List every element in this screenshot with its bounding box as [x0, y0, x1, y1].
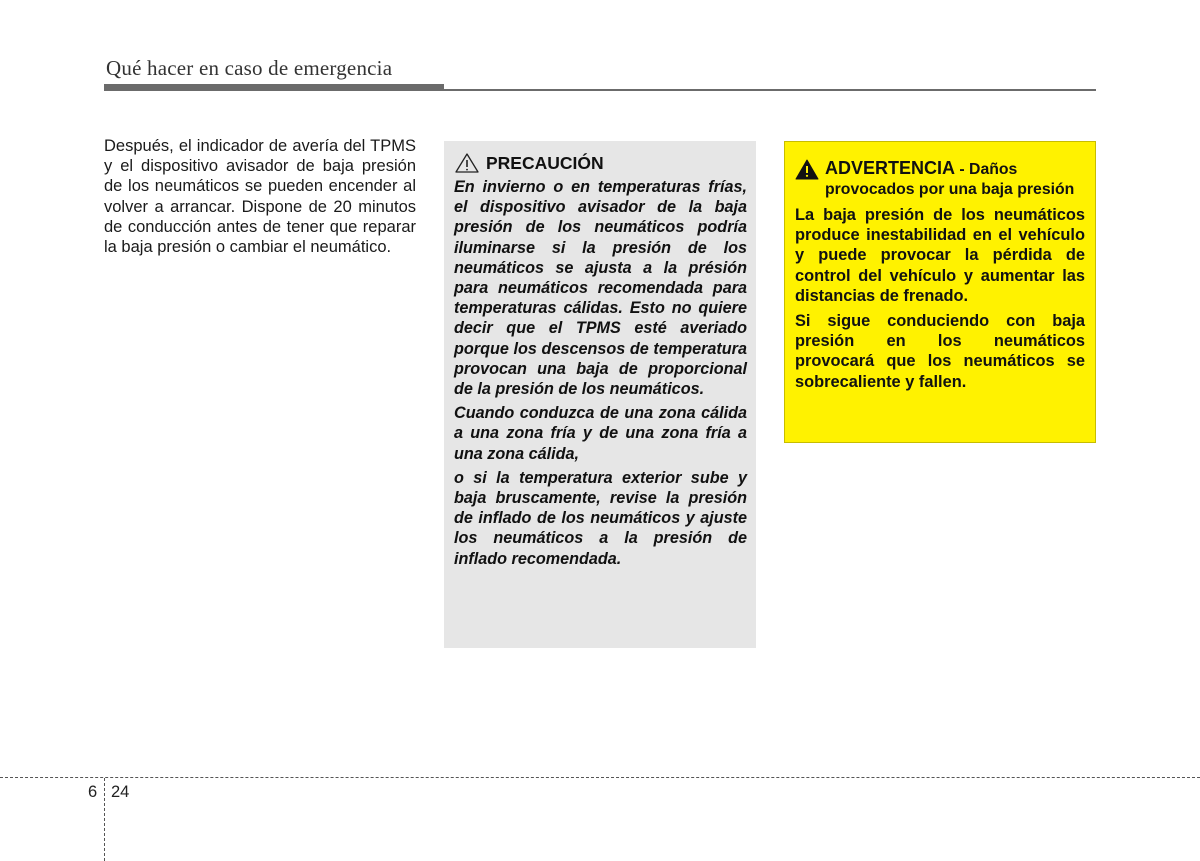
- warning-heading-text: [825, 158, 1085, 200]
- warning-paragraph: Si sigue conduciendo con baja presión en los neumáticos provocará que los neumáticos se sobrecaliente y fallen.: [795, 312, 1085, 391]
- caution-paragraph: En invierno o en temperaturas frías, el dispositivo avisador de la baja presión de los neumáticos podría iluminarse si la presión de los neumáticos se ajusta a la présión para neumáticos recomendada para temperaturas cálidas. Esto no quiere decir que el TPMS esté averiado porque los descensos de temperatura provocan una baja de proporcional de la presión de los neumáticos.: [454, 178, 747, 399]
- caution-triangle-icon: [454, 152, 480, 174]
- caution-title: PRECAUCIÓN: [486, 152, 604, 173]
- footer-vertical-rule: [104, 778, 105, 861]
- warning-title: ADVERTENCIA: [825, 158, 956, 178]
- warning-box: [784, 141, 1096, 443]
- footer-rule: [0, 777, 1200, 778]
- warning-subtitle: - Daños provocados por una baja presión: [825, 161, 1075, 198]
- header-rule-thin: [444, 89, 1096, 91]
- warning-triangle-icon: [795, 159, 819, 180]
- warning-heading: [795, 158, 1085, 200]
- warning-paragraph: La baja presión de los neumáticos produce inestabilidad en el vehículo y puede provocar la pérdida de control del vehículo y aumentar las distancias de frenado.: [795, 206, 1085, 305]
- header-rule-thick: [104, 84, 444, 91]
- caution-box: [444, 141, 756, 648]
- page-number: 24: [111, 783, 130, 801]
- caution-paragraph: Cuando conduzca de una zona cálida a una zona fría y de una zona fría a una zona cálida,: [454, 404, 747, 463]
- header-title: Qué hacer en caso de emergencia: [106, 56, 393, 80]
- caution-heading: [454, 152, 747, 174]
- left-column-text: Después, el indicador de avería del TPMS y el dispositivo avisador de baja presión de los neumáticos se pueden encender al volver a arrancar. Dispone de 20 minutos de conducción antes de tener que reparar la baja presión o cambiar el neumático.: [104, 137, 416, 257]
- caution-paragraph: o si la temperatura exterior sube y baja bruscamente, revise la presión de inflado de los neumáticos y ajuste los neumáticos a la presión de inflado recomendada.: [454, 468, 747, 568]
- page-chapter: 6: [88, 783, 98, 801]
